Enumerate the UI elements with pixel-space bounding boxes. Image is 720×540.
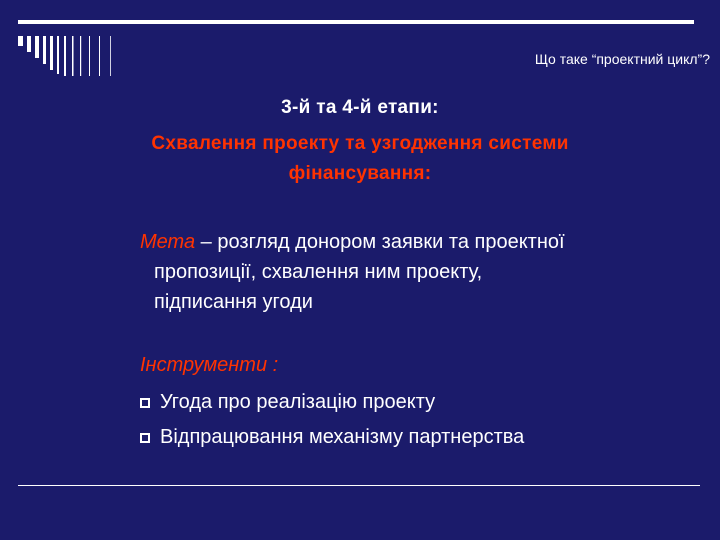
bar [43,36,46,64]
bottom-rule [18,485,700,486]
goal-text-line3: підписання угоди [154,291,313,313]
bar [27,36,31,52]
bar [35,36,39,58]
goal-paragraph [140,227,680,317]
list-item-text: Угода про реалізацію проекту [160,391,436,413]
bar [50,36,53,70]
list-item [140,426,524,449]
goal-label: Мета [140,231,196,253]
stage-subheading-line1: Схвалення проекту та узгодження системи [151,133,569,154]
stage-heading: 3-й та 4-й етапи: [281,97,439,118]
tools-heading: Інструменти : [140,354,279,376]
bar [110,36,111,76]
bar [57,36,59,74]
decorative-bars [0,0,130,80]
page-title: Що таке “проектний цикл”? [534,51,710,67]
list-item [140,391,435,414]
goal-text-line1: розгляд донором заявки та проектної [217,231,565,253]
bar [89,36,90,76]
stage-subheading-line2: фінансування: [288,163,432,184]
list-item-text: Відпрацювання механізму партнерства [160,426,525,448]
bar [18,36,23,46]
bar [80,36,81,76]
bar [72,36,74,76]
bar [99,36,100,76]
bar [64,36,66,76]
goal-text-line2: пропозиції, схвалення ним проекту, [154,261,483,283]
square-bullet-icon [140,433,150,443]
square-bullet-icon [140,398,150,408]
goal-dash: – [195,231,218,253]
